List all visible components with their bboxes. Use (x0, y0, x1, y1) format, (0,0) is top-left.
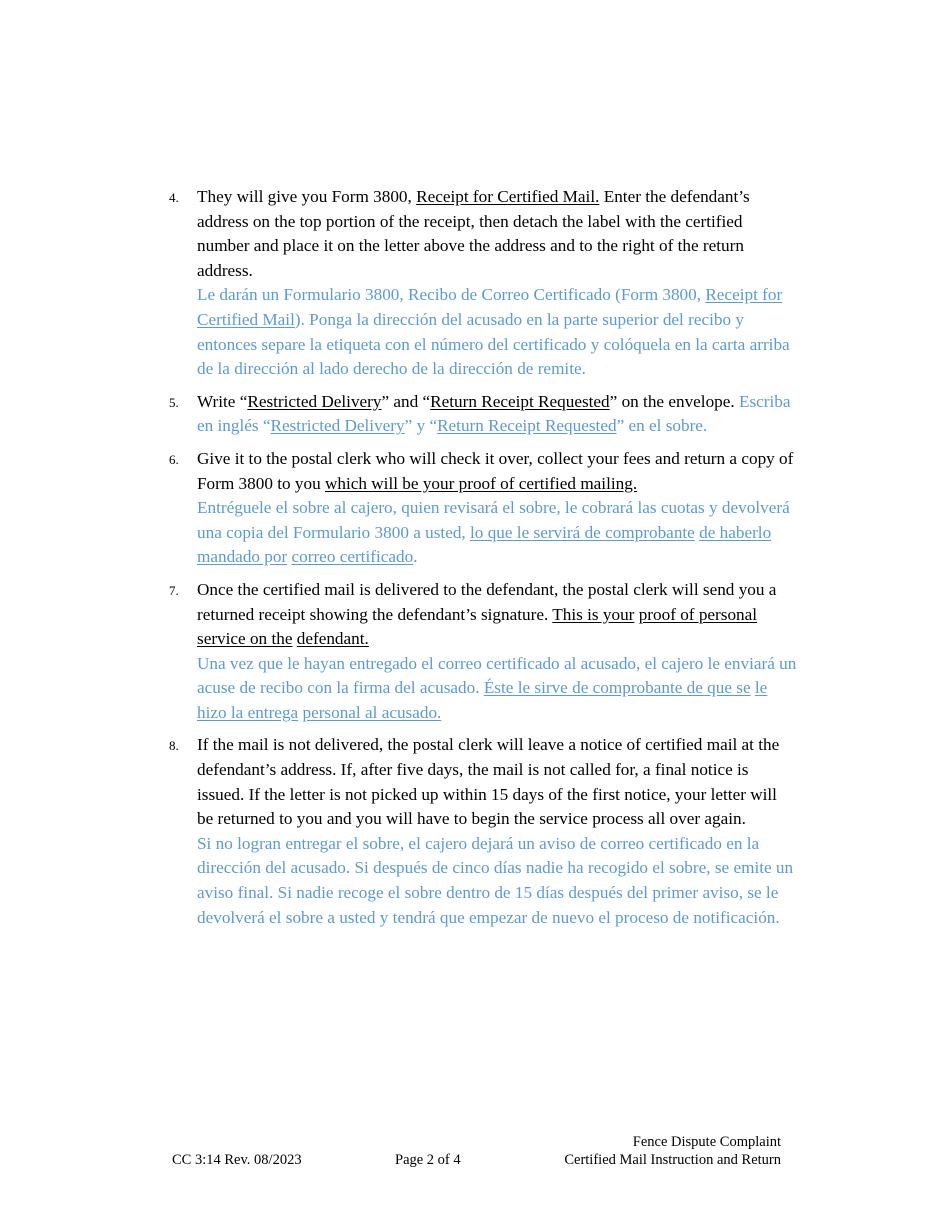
footer-page-number: Page 2 of 4 (395, 1152, 461, 1168)
spanish-text: Una vez que le hayan entregado el correo certificado al acusado, el cajero le enviará un acuse de recibo con la firma del acusado. (197, 653, 797, 698)
english-underlined-text: Restricted Delivery (247, 391, 382, 411)
english-instruction (197, 733, 797, 831)
english-underlined-text: defendant. (296, 629, 369, 649)
spanish-text: ). Ponga la dirección del acusado en la parte superior del recibo y entonces separe la etiqueta con el número del certificado y colóquela en la carta arriba de la dirección al lado derecho de la dirección de remite. (197, 309, 790, 379)
list-item-number: 7. (169, 582, 179, 598)
spanish-text: Le darán un Formulario 3800, Recibo de Correo Certificado (Form 3800, (197, 285, 706, 305)
spanish-instruction (197, 496, 797, 570)
footer-form-code: CC 3:14 Rev. 08/2023 (172, 1152, 302, 1168)
english-underlined-text: which will be your proof of certified mailing. (324, 473, 638, 493)
english-instruction (197, 447, 797, 496)
spanish-underlined-text: personal al acusado. (302, 702, 442, 722)
spanish-underlined-text: correo certificado (291, 547, 414, 567)
spanish-text: Si no logran entregar el sobre, el cajero dejará un aviso de correo certificado en la dirección del acusado. Si después de cinco días nadie ha recogido el sobre, se emite un aviso final. Si nadie recoge el sobre dentro de 15 días después del primer aviso, se le devolverá el sobre a usted y tendrá que empezar de nuevo el proceso de notificación. (197, 833, 794, 927)
spanish-text: Escriba en inglés “ (197, 391, 791, 436)
list-item (169, 185, 797, 382)
english-underlined-text: This is your (552, 604, 635, 624)
list-item-number: 5. (169, 394, 179, 410)
spanish-underlined-text: lo que le servirá de comprobante (470, 522, 695, 542)
english-underlined-text: Return Receipt Requested (430, 391, 610, 411)
spanish-underlined-text: Return Receipt Requested (437, 416, 617, 436)
list-item-number: 4. (169, 190, 179, 205)
english-text: Give it to the postal clerk who will check it over, collect your fees and return a copy of Form 3800 to you (197, 448, 794, 493)
spanish-underlined-text: Éste le sirve de comprobante de que se (483, 678, 751, 698)
english-text: They will give you Form 3800, (197, 187, 417, 206)
list-item (169, 390, 797, 439)
list-item-number: 6. (169, 451, 179, 467)
english-text: Write “ (197, 391, 248, 411)
spanish-underlined-text: le hizo la entrega (197, 678, 768, 722)
english-instruction (197, 390, 797, 439)
list-item (169, 447, 797, 570)
spanish-text: ” en el sobre. (616, 416, 708, 436)
footer-title-line-1: Fence Dispute Complaint (632, 1134, 781, 1150)
spanish-instruction (197, 652, 797, 726)
english-text: Enter the defendant’s address on the top portion of the receipt, then detach the label with the certified number and place it on the letter above the address and to the right of the return address. (197, 187, 750, 280)
spanish-underlined-text: Certified Mail (197, 309, 295, 329)
english-instruction (197, 578, 797, 652)
english-text: ” on the envelope. (609, 391, 739, 411)
english-text: Once the certified mail is delivered to the defendant, the postal clerk will send you a returned receipt showing the defendant’s signature. (197, 579, 777, 624)
english-text: If the mail is not delivered, the postal clerk will leave a notice of certified mail at the defendant’s address. If, after five days, the mail is not called for, a final notice is issued. If the letter is not picked up within 15 days of the first notice, your letter will be returned to you and you will have to begin the service process all over again. (197, 735, 780, 829)
list-item (169, 733, 797, 930)
spanish-instruction (197, 283, 797, 381)
spanish-text: . (413, 547, 418, 567)
list-item (169, 578, 797, 726)
footer-document-title (564, 1133, 781, 1169)
english-instruction (197, 185, 797, 283)
footer-title-line-2: Certified Mail Instruction and Return (564, 1152, 781, 1168)
english-underlined-text: Receipt for Certified Mail. (416, 187, 600, 206)
english-underlined-text: service on the (197, 629, 293, 649)
spanish-underlined-text: Restricted Delivery (270, 416, 405, 436)
instruction-list (169, 185, 797, 938)
spanish-text: ” y “ (404, 416, 438, 436)
english-underlined-text: proof of personal (638, 604, 758, 624)
spanish-instruction (197, 832, 797, 930)
list-item-number: 8. (169, 738, 179, 754)
spanish-underlined-text: de haberlo mandado por (197, 522, 772, 567)
spanish-underlined-text: Receipt for (705, 285, 783, 305)
english-text: ” and “ (381, 391, 431, 411)
spanish-text: Entréguele el sobre al cajero, quien revisará el sobre, le cobrará las cuotas y devolverá una copia del Formulario 3800 a usted, (197, 498, 790, 542)
